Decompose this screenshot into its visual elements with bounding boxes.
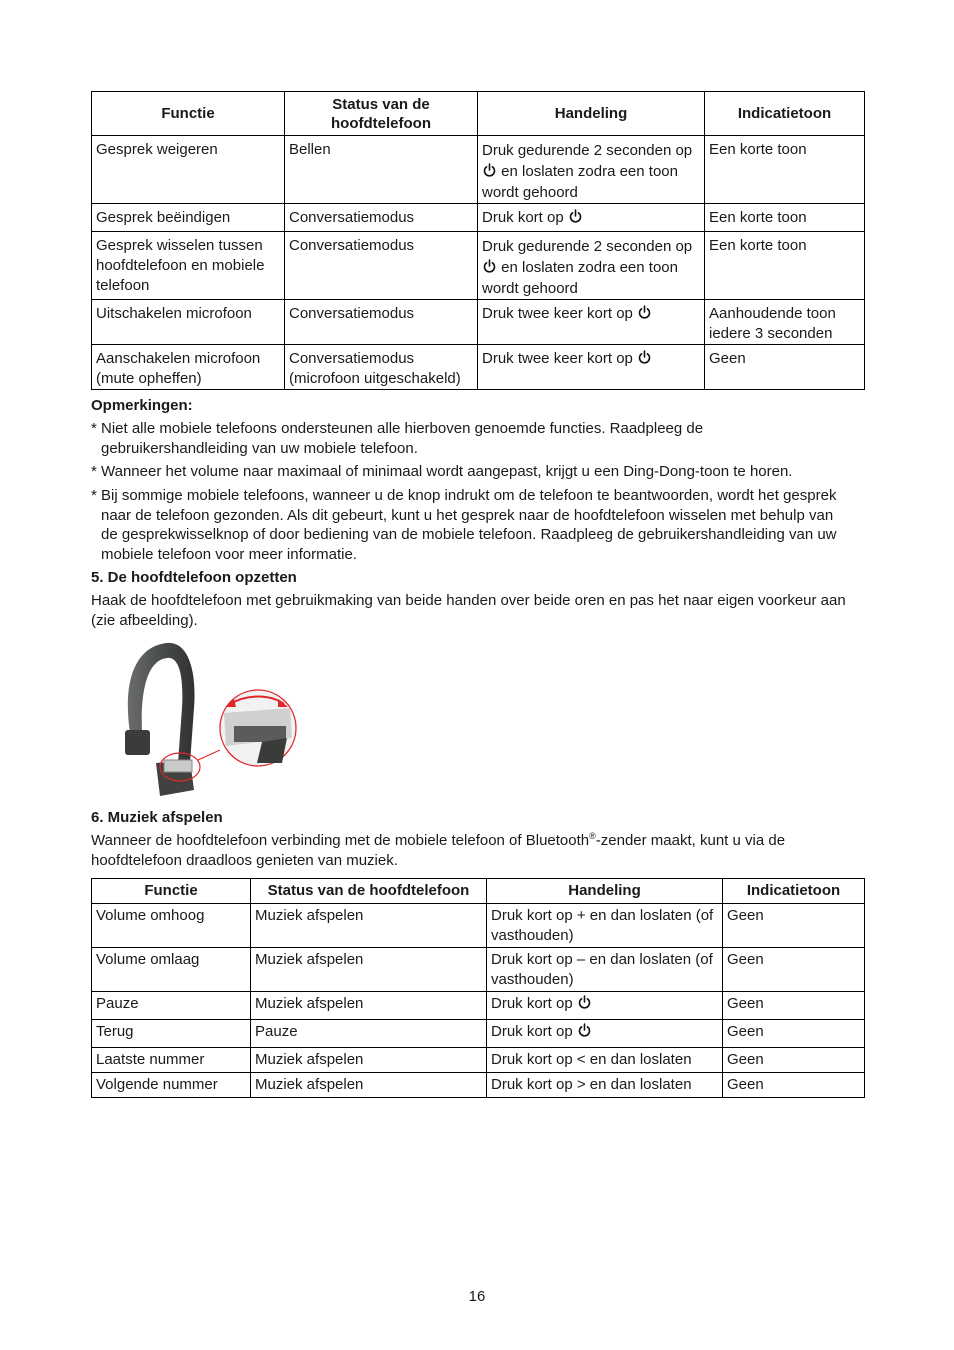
section-heading: 5. De hoofdtelefoon opzetten	[91, 569, 297, 586]
cell-toon: Geen	[723, 1073, 865, 1098]
remark-text: Niet alle mobiele telefoons ondersteunen alle hierboven genoemde functies. Raadpleeg de gebruikershandleiding van uw mobiele telefoon.	[101, 420, 704, 457]
cell-status: Muziek afspelen	[251, 992, 487, 1020]
cell-status: Conversatiemodus (microfoon uitgeschakeld)	[285, 345, 478, 390]
power-icon	[578, 995, 591, 1010]
section-text: Haak de hoofdtelefoon met gebruikmaking van beide handen over beide oren en pas het naar eigen voorkeur aan (zie afbeelding).	[91, 592, 846, 629]
section-heading: 6. Muziek afspelen	[91, 809, 223, 826]
column-header: Functie	[92, 92, 285, 136]
cell-functie: Volume omhoog	[92, 904, 251, 948]
cell-functie: Gesprek beëindigen	[92, 204, 285, 232]
cell-status: Conversatiemodus	[285, 232, 478, 300]
cell-status: Bellen	[285, 136, 478, 204]
cell-functie: Uitschakelen microfoon	[92, 300, 285, 345]
table-row	[92, 992, 865, 1020]
power-icon	[569, 209, 582, 224]
cell-functie: Volgende nummer	[92, 1073, 251, 1098]
table-header-row	[92, 92, 865, 136]
cell-toon: Geen	[723, 992, 865, 1020]
table-row	[92, 136, 865, 204]
headset-illustration	[112, 638, 302, 798]
cell-toon: Geen	[723, 904, 865, 948]
cell-status: Conversatiemodus	[285, 204, 478, 232]
cell-toon: Geen	[723, 1020, 865, 1048]
cell-handeling: Druk kort op + en dan loslaten (of vasthouden)	[487, 904, 723, 948]
power-icon	[638, 350, 651, 365]
power-icon	[483, 259, 496, 274]
column-header: Indicatietoon	[705, 92, 865, 136]
remark-item	[91, 486, 851, 564]
table-row	[92, 300, 865, 345]
bullet: *	[91, 487, 97, 504]
remark-item	[91, 462, 851, 482]
cell-status: Muziek afspelen	[251, 904, 487, 948]
cell-toon: Geen	[723, 1048, 865, 1073]
cell-functie: Terug	[92, 1020, 251, 1048]
remark-text: Wanneer het volume naar maximaal of minimaal wordt aangepast, krijgt u een Ding-Dong-toon te horen.	[101, 463, 793, 480]
table-row	[92, 345, 865, 390]
table-header-row	[92, 879, 865, 904]
cell-functie: Gesprek weigeren	[92, 136, 285, 204]
cell-toon: Een korte toon	[705, 204, 865, 232]
cell-status: Muziek afspelen	[251, 1048, 487, 1073]
cell-status: Pauze	[251, 1020, 487, 1048]
cell-handeling: Druk kort op	[487, 992, 723, 1020]
power-icon	[578, 1023, 591, 1038]
section-text: Wanneer de hoofdtelefoon verbinding met de mobiele telefoon of Bluetooth®-zender maakt, kunt u via de hoofdtelefoon draadloos genieten van muziek.	[91, 831, 786, 869]
page-number: 16	[468, 1288, 486, 1305]
column-header: Indicatietoon	[723, 879, 865, 904]
cell-toon: Geen	[723, 948, 865, 992]
cell-toon: Aanhoudende toon iedere 3 seconden	[705, 300, 865, 345]
cell-status: Muziek afspelen	[251, 1073, 487, 1098]
column-header: Functie	[92, 879, 251, 904]
cell-toon: Een korte toon	[705, 232, 865, 300]
table-row	[92, 1048, 865, 1073]
table-row	[92, 904, 865, 948]
cell-functie: Gesprek wisselen tussen hoofdtelefoon en mobiele telefoon	[92, 232, 285, 300]
cell-functie: Volume omlaag	[92, 948, 251, 992]
remarks-title: Opmerkingen:	[91, 397, 193, 414]
column-header: Status van de hoofdtelefoon	[251, 879, 487, 904]
bullet: *	[91, 463, 97, 480]
table-row	[92, 1073, 865, 1098]
bullet: *	[91, 420, 97, 437]
column-header: Handeling	[487, 879, 723, 904]
cell-status: Conversatiemodus	[285, 300, 478, 345]
cell-handeling: Druk twee keer kort op	[478, 345, 705, 390]
cell-handeling: Druk kort op	[487, 1020, 723, 1048]
cell-handeling: Druk twee keer kort op	[478, 300, 705, 345]
column-header: Status van de hoofdtelefoon	[285, 92, 478, 136]
cell-functie: Aanschakelen microfoon (mute opheffen)	[92, 345, 285, 390]
column-header: Handeling	[478, 92, 705, 136]
cell-handeling: Druk gedurende 2 seconden op en loslaten zodra een toon wordt gehoord	[478, 232, 705, 300]
table-row	[92, 948, 865, 992]
power-icon	[638, 305, 651, 320]
cell-handeling: Druk gedurende 2 seconden op en loslaten zodra een toon wordt gehoord	[478, 136, 705, 204]
remark-item	[91, 419, 851, 458]
cell-toon: Een korte toon	[705, 136, 865, 204]
cell-handeling: Druk kort op	[478, 204, 705, 232]
power-icon	[483, 163, 496, 178]
cell-status: Muziek afspelen	[251, 948, 487, 992]
table-row	[92, 1020, 865, 1048]
cell-handeling: Druk kort op > en dan loslaten	[487, 1073, 723, 1098]
music-functions-table	[91, 878, 865, 1098]
cell-handeling: Druk kort op < en dan loslaten	[487, 1048, 723, 1073]
cell-functie: Pauze	[92, 992, 251, 1020]
cell-functie: Laatste nummer	[92, 1048, 251, 1073]
table-row	[92, 232, 865, 300]
remark-text: Bij sommige mobiele telefoons, wanneer u de knop indrukt om de telefoon te beantwoorden, wordt het gesprek naar de telefoon gezonden. Als dit gebeurt, kunt u het gesprek naar de hoofdtelefoon wisselen met behulp van de gesprekwisselknop of door bediening van de mobiele telefoon. Raadpleeg de gebruikershandleiding van uw mobiele telefoon voor meer informatie.	[101, 487, 837, 563]
call-functions-table	[91, 91, 865, 390]
cell-handeling: Druk kort op – en dan loslaten (of vasthouden)	[487, 948, 723, 992]
cell-toon: Geen	[705, 345, 865, 390]
table-row	[92, 204, 865, 232]
